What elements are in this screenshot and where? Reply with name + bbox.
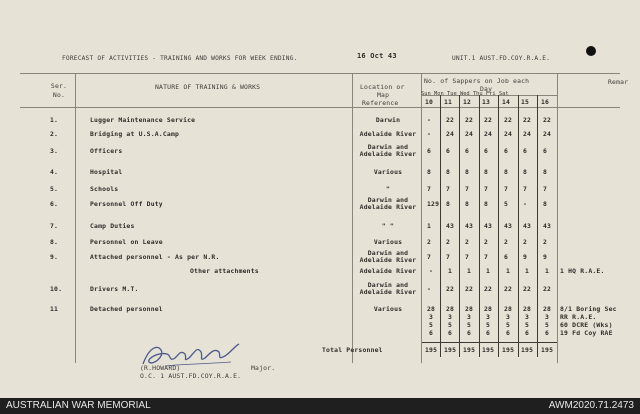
row-value: 5 xyxy=(504,200,509,208)
row-value: 6 xyxy=(504,253,509,261)
row-value: 9 xyxy=(523,253,528,261)
row-value: 3 xyxy=(429,313,434,321)
total-value: 195 xyxy=(444,346,457,354)
signatory-name: (R.HOWARD) xyxy=(140,364,181,372)
signatory-rank: Major. xyxy=(251,364,276,372)
row-value: 2 xyxy=(427,238,432,246)
row-nature: Lugger Maintenance Service xyxy=(90,116,196,124)
row-nature: Personnel on Leave xyxy=(90,238,163,246)
row-value: - xyxy=(427,130,432,138)
row-value: 3 xyxy=(506,313,511,321)
row-value: 28 xyxy=(523,305,532,313)
row-value: 8 xyxy=(465,200,470,208)
header-day: 11 xyxy=(444,98,453,106)
row-value: 22 xyxy=(446,116,455,124)
row-value: 43 xyxy=(543,222,552,230)
col-divider-location xyxy=(421,73,422,363)
row-value: 22 xyxy=(465,285,474,293)
header-days-labels: Sun Mon Tue Wed Thu Fri Sat xyxy=(421,91,509,97)
row-location: Darwin and Adelaide River xyxy=(359,249,417,264)
row-ser: 11 xyxy=(50,305,59,313)
row-ser: 4. xyxy=(50,168,59,176)
row-value: 9 xyxy=(543,253,548,261)
row-value: 6 xyxy=(504,147,509,155)
row-nature: Bridging at U.S.A.Camp xyxy=(90,130,180,138)
row-value: 22 xyxy=(523,116,532,124)
row-value: 1 xyxy=(506,267,511,275)
row-value: 43 xyxy=(484,222,493,230)
row-value: 1 xyxy=(545,267,550,275)
total-value: 195 xyxy=(502,346,515,354)
row-value: 8 xyxy=(504,168,509,176)
row-remarks: 1 HQ R.A.E. xyxy=(560,267,605,275)
row-nature: Schools xyxy=(90,185,119,193)
row-value: 7 xyxy=(446,253,451,261)
week-ending-date: 16 Oct 43 xyxy=(357,52,397,60)
total-value: 195 xyxy=(521,346,534,354)
row-value: 8 xyxy=(446,200,451,208)
row-value: 8 xyxy=(543,200,548,208)
row-value: 7 xyxy=(523,185,528,193)
row-value: 7 xyxy=(465,253,470,261)
row-value: 8 xyxy=(484,168,489,176)
header-remarks: Remar xyxy=(608,78,629,86)
row-value: 8 xyxy=(427,168,432,176)
day-divider xyxy=(440,95,441,357)
row-value: 1 xyxy=(467,267,472,275)
total-value: 195 xyxy=(425,346,438,354)
row-value: 7 xyxy=(427,253,432,261)
row-ser: 1. xyxy=(50,116,59,124)
row-value: 3 xyxy=(525,313,530,321)
header-location-1: Location or xyxy=(360,83,405,91)
row-value: 3 xyxy=(486,313,491,321)
col-divider-remarks xyxy=(557,73,558,363)
row-value: 43 xyxy=(446,222,455,230)
day-divider xyxy=(498,95,499,357)
row-value: 28 xyxy=(427,305,436,313)
row-value: 22 xyxy=(484,116,493,124)
row-value: 43 xyxy=(465,222,474,230)
row-value: - xyxy=(427,285,432,293)
row-value: 6 xyxy=(427,147,432,155)
row-value: 28 xyxy=(465,305,474,313)
row-value: 22 xyxy=(523,285,532,293)
header-sappers-1: No. of Sappers on Job each xyxy=(424,77,530,85)
row-ser: 3. xyxy=(50,147,59,155)
row-value: 8 xyxy=(523,168,528,176)
row-value: 22 xyxy=(543,116,552,124)
row-remarks: 19 Fd Coy RAE xyxy=(560,329,613,337)
row-value: 8 xyxy=(446,168,451,176)
row-value: 2 xyxy=(523,238,528,246)
day-divider xyxy=(537,95,538,357)
row-location: Darwin and Adelaide River xyxy=(359,143,417,158)
row-value: 22 xyxy=(504,116,513,124)
row-value: 22 xyxy=(543,285,552,293)
row-value: 2 xyxy=(543,238,548,246)
row-value: 3 xyxy=(545,313,550,321)
row-value: 5 xyxy=(506,321,511,329)
row-value: 7 xyxy=(484,185,489,193)
row-value: 43 xyxy=(523,222,532,230)
row-location: Various xyxy=(373,238,403,246)
row-value: 2 xyxy=(446,238,451,246)
row-location: Darwin xyxy=(375,116,401,124)
row-ser: 5. xyxy=(50,185,59,193)
row-value: 1 xyxy=(427,222,432,230)
row-value: 8 xyxy=(484,200,489,208)
row-value: 28 xyxy=(446,305,455,313)
row-remarks: RR R.A.E. xyxy=(560,313,597,321)
row-value: 22 xyxy=(484,285,493,293)
row-value: 7 xyxy=(543,185,548,193)
row-nature: Camp Duties xyxy=(90,222,135,230)
row-value: 7 xyxy=(484,253,489,261)
row-value: 8 xyxy=(543,168,548,176)
row-value: 28 xyxy=(504,305,513,313)
row-value: 5 xyxy=(486,321,491,329)
row-value: - xyxy=(429,267,434,275)
row-value: 1 xyxy=(525,267,530,275)
header-day: 14 xyxy=(502,98,511,106)
row-value: 6 xyxy=(525,329,530,337)
row-value: 6 xyxy=(506,329,511,337)
footer-accession: AWM2020.71.2473 xyxy=(548,400,634,411)
row-ser: 8. xyxy=(50,238,59,246)
row-value: - xyxy=(427,116,432,124)
total-value: 195 xyxy=(463,346,476,354)
row-location: Adelaide River xyxy=(359,267,417,275)
row-value: 6 xyxy=(545,329,550,337)
signatory-title: O.C. 1 AUST.FD.COY.R.A.E. xyxy=(140,372,242,380)
row-value: 5 xyxy=(448,321,453,329)
row-value: 3 xyxy=(448,313,453,321)
row-value: 28 xyxy=(543,305,552,313)
row-value: 24 xyxy=(543,130,552,138)
total-value: 195 xyxy=(541,346,554,354)
row-nature: Other attachments xyxy=(190,267,259,275)
row-value: 24 xyxy=(523,130,532,138)
row-value: 7 xyxy=(427,185,432,193)
row-value: 6 xyxy=(486,329,491,337)
row-location: Darwin and Adelaide River xyxy=(359,196,417,211)
day-divider xyxy=(479,95,480,357)
header-bottom-border xyxy=(20,107,620,108)
row-value: 6 xyxy=(446,147,451,155)
row-ser: 2. xyxy=(50,130,59,138)
row-value: 2 xyxy=(504,238,509,246)
row-value: 7 xyxy=(504,185,509,193)
row-value: 2 xyxy=(484,238,489,246)
row-value: 5 xyxy=(545,321,550,329)
row-value: 6 xyxy=(448,329,453,337)
row-value: 5 xyxy=(467,321,472,329)
row-location: Various xyxy=(373,168,403,176)
col-divider-nature xyxy=(352,73,353,363)
row-value: 5 xyxy=(429,321,434,329)
row-value: 7 xyxy=(465,185,470,193)
row-ser: 6. xyxy=(50,200,59,208)
row-location: " " xyxy=(381,222,395,230)
header-day: 13 xyxy=(482,98,491,106)
row-value: 1 xyxy=(486,267,491,275)
row-remarks: 8/1 Boring Sec xyxy=(560,305,617,313)
row-value: 22 xyxy=(446,285,455,293)
row-value: 24 xyxy=(465,130,474,138)
row-value: 6 xyxy=(465,147,470,155)
total-label: Total Personnel xyxy=(322,346,383,354)
row-value: 24 xyxy=(446,130,455,138)
row-ser: 7. xyxy=(50,222,59,230)
row-value: 6 xyxy=(484,147,489,155)
row-nature: Attached personnel - As per N.R. xyxy=(90,253,220,261)
row-nature: Personnel Off Duty xyxy=(90,200,163,208)
col-divider-ser xyxy=(75,73,76,363)
header-location-2: Map xyxy=(377,91,390,99)
row-value: 6 xyxy=(467,329,472,337)
row-location: Darwin and Adelaide River xyxy=(359,281,417,296)
row-location: Adelaide River xyxy=(359,130,417,138)
row-value: 43 xyxy=(504,222,513,230)
day-divider xyxy=(459,95,460,357)
row-value: 22 xyxy=(465,116,474,124)
day-divider xyxy=(518,95,519,357)
row-nature: Hospital xyxy=(90,168,123,176)
header-sappers-2: Day xyxy=(480,85,493,93)
row-value: 5 xyxy=(525,321,530,329)
row-ser: 10. xyxy=(50,285,63,293)
row-value: 24 xyxy=(484,130,493,138)
header-ser: Ser. No. xyxy=(50,82,68,99)
row-nature: Officers xyxy=(90,147,123,155)
row-value: 2 xyxy=(465,238,470,246)
row-value: 1 xyxy=(448,267,453,275)
row-value: 6 xyxy=(543,147,548,155)
header-day: 12 xyxy=(463,98,472,106)
row-nature: Detached personnel xyxy=(90,305,163,313)
unit-name: UNIT.1 AUST.FD.COY.R.A.E. xyxy=(452,55,551,62)
row-ser: 9. xyxy=(50,253,59,261)
row-value: 6 xyxy=(429,329,434,337)
row-value: 24 xyxy=(504,130,513,138)
header-day: 16 xyxy=(541,98,550,106)
row-value: 22 xyxy=(504,285,513,293)
total-value: 195 xyxy=(482,346,495,354)
form-title: FORECAST OF ACTIVITIES - TRAINING AND WORKS FOR WEEK ENDING. xyxy=(62,55,298,62)
row-value: 7 xyxy=(446,185,451,193)
row-value: 6 xyxy=(523,147,528,155)
header-location-3: Reference xyxy=(362,99,399,107)
header-day: 15 xyxy=(521,98,530,106)
row-value: 3 xyxy=(467,313,472,321)
row-value: 8 xyxy=(465,168,470,176)
row-location: " xyxy=(385,185,391,193)
row-value: 129 xyxy=(427,200,440,208)
row-value: 28 xyxy=(484,305,493,313)
row-value: - xyxy=(523,200,528,208)
row-nature: Drivers M.T. xyxy=(90,285,139,293)
row-location: Various xyxy=(373,305,403,313)
header-nature: NATURE OF TRAINING & WORKS xyxy=(155,83,261,91)
footer-bar xyxy=(0,398,640,414)
punch-hole xyxy=(586,46,596,56)
header-day: 10 xyxy=(425,98,434,106)
footer-source: AUSTRALIAN WAR MEMORIAL xyxy=(6,400,151,411)
table-top-border xyxy=(20,73,620,74)
row-remarks: 60 DCRE (Wks) xyxy=(560,321,613,329)
